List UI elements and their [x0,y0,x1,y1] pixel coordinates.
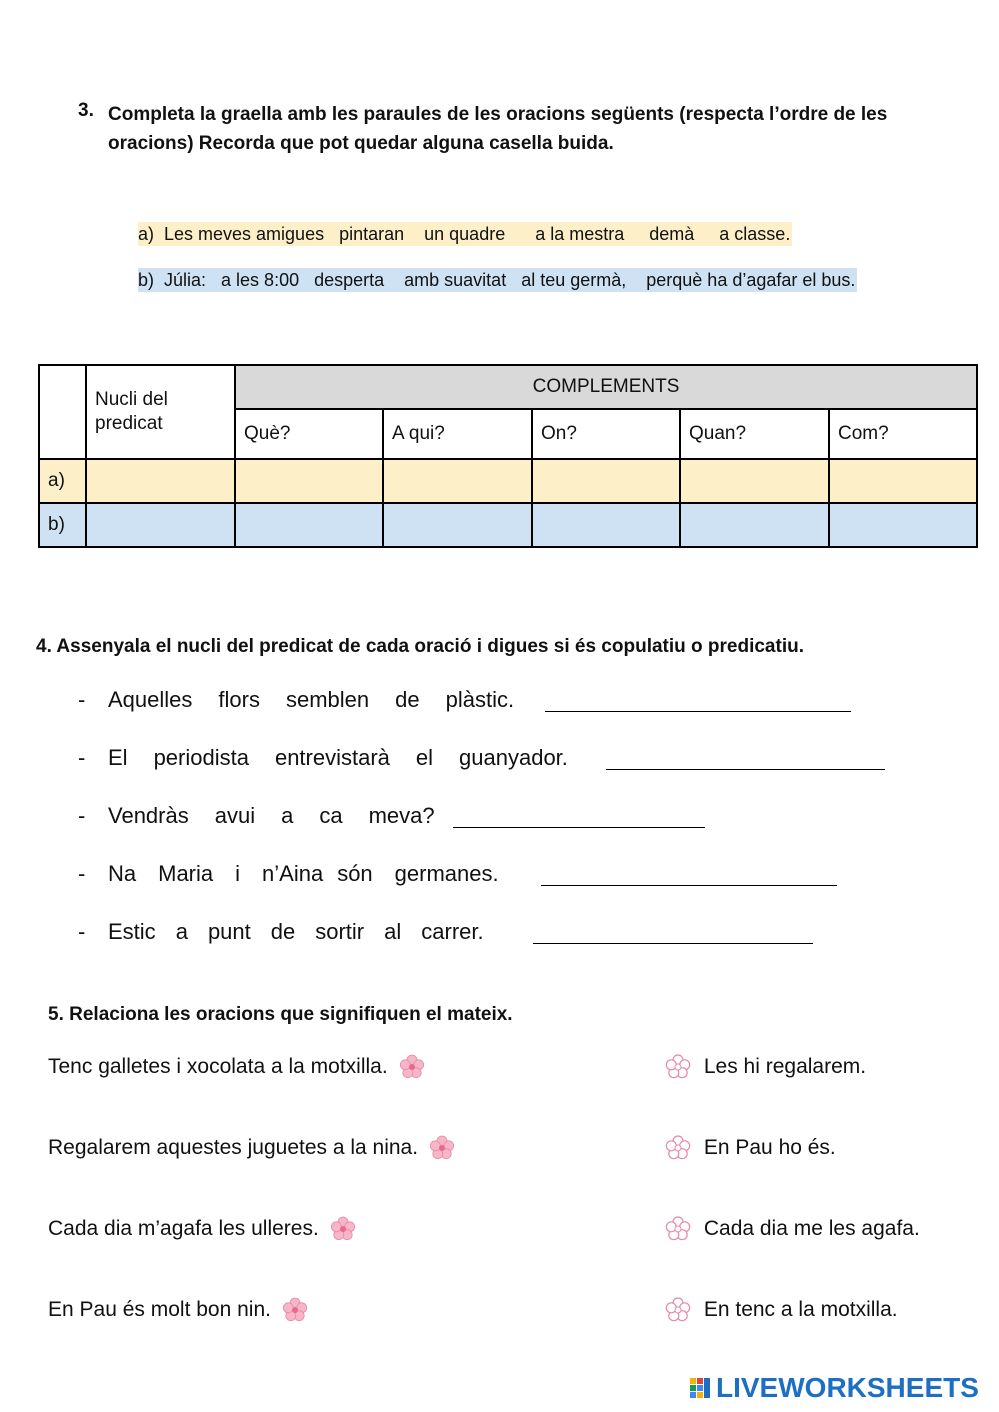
cherry-blossom-icon[interactable] [329,1215,357,1243]
complements-grid [38,364,978,548]
answer-blank[interactable] [541,885,837,886]
answer-cell-b-on[interactable] [532,503,680,547]
word: meva? [368,803,435,828]
answer-cell-b-com[interactable] [829,503,977,547]
sentence-words [108,685,514,715]
answer-cell-a-nucli[interactable] [86,459,235,503]
column-quan: Quan? [680,409,829,459]
answer-cell-b-nucli[interactable] [86,503,235,547]
word: Estic [108,919,156,944]
cherry-blossom-icon[interactable] [428,1134,456,1162]
word: Maria [158,861,214,886]
answer-cell-a-on[interactable] [532,459,680,503]
word: ca [319,803,343,828]
cherry-blossom-outline-icon[interactable] [664,1053,692,1081]
cherry-blossom-outline-icon[interactable] [664,1134,692,1162]
match-right-item [664,1052,866,1082]
column-com: Com? [829,409,977,459]
word: sortir [315,919,365,944]
sentence-a: a) Les meves amigues pintaran un quadre a la mestra demà a classe. [138,224,791,244]
word: són [337,861,373,886]
match-right-item [664,1133,836,1163]
list-dash: - [78,919,86,944]
word: n’Aina [262,861,324,886]
match-right-text: Les hi regalarem. [703,1055,867,1078]
answer-blank[interactable] [545,711,851,712]
word: guanyador. [459,745,568,770]
match-right-text: Cada dia me les agafa. [703,1217,920,1240]
word: germanes. [394,861,499,886]
word: periodista [153,745,249,770]
list-dash: - [78,861,86,886]
match-left-text: En Pau és molt bon nin. [48,1298,271,1321]
word: Aquelles [108,687,193,712]
match-right-text: En Pau ho és. [703,1136,836,1159]
match-left-item [48,1214,357,1244]
complements-header: COMPLEMENTS [235,365,977,409]
word: el [415,745,434,770]
cherry-blossom-icon[interactable] [281,1296,309,1324]
word: carrer. [421,919,484,944]
sentence-b: b) Júlia: a les 8:00 desperta amb suavitat al teu germà, perquè ha d’agafar el bus. [138,270,856,290]
match-left-item [48,1295,309,1325]
match-right-item [664,1295,898,1325]
answer-blank[interactable] [606,769,885,770]
word: de [270,919,296,944]
list-item [78,917,878,947]
sentence-words [108,859,499,889]
list-item [78,801,778,831]
exercise-5-title: 5. Relaciona les oracions que signifiquen el mateix. [48,1004,513,1025]
exercise-3-number: 3. [78,100,94,121]
exercise-3-instruction: Completa la graella amb les paraules de les oracions següents (respecta l’ordre de les oracions) Recorda que pot quedar alguna casella buida. [108,104,888,154]
answer-cell-a-que[interactable] [235,459,383,503]
word: flors [218,687,260,712]
row-label-a: a) [39,459,86,503]
answer-blank[interactable] [453,827,705,828]
answer-cell-a-com[interactable] [829,459,977,503]
sentence-words [108,917,484,947]
match-left-item [48,1052,426,1082]
list-dash: - [78,687,86,712]
match-right-item [664,1214,920,1244]
answer-cell-a-quan[interactable] [680,459,829,503]
answer-blank[interactable] [533,943,813,944]
word: a [175,919,188,944]
row-label-b: b) [39,503,86,547]
word: i [235,861,241,886]
word: avui [214,803,256,828]
match-right-text: En tenc a la motxilla. [703,1298,898,1321]
exercise-4-title: 4. Assenyala el nucli del predicat de cada oració i digues si és copulatiu o predicatiu. [36,636,804,657]
word: al [384,919,402,944]
answer-cell-b-quan[interactable] [680,503,829,547]
match-left-text: Cada dia m’agafa les ulleres. [48,1217,319,1240]
match-left-item [48,1133,456,1163]
list-dash: - [78,803,86,828]
liveworksheets-logo [690,1372,979,1404]
cherry-blossom-outline-icon[interactable] [664,1296,692,1324]
liveworksheets-logo-text: LIVEWORKSHEETS [716,1372,979,1403]
answer-cell-b-a-qui[interactable] [383,503,532,547]
column-que: Què? [235,409,383,459]
word: Na [108,861,137,886]
answer-cell-b-que[interactable] [235,503,383,547]
column-a-qui: A qui? [383,409,532,459]
match-left-text: Tenc galletes i xocolata a la motxilla. [48,1055,388,1078]
sentence-words [108,743,568,773]
list-item [78,859,878,889]
cherry-blossom-outline-icon[interactable] [664,1215,692,1243]
list-item [78,685,878,715]
word: de [395,687,420,712]
liveworksheets-logo-icon [690,1376,712,1400]
word: punt [207,919,251,944]
cherry-blossom-icon[interactable] [398,1053,426,1081]
match-left-text: Regalarem aquestes juguetes a la nina. [48,1136,419,1159]
answer-cell-a-a-qui[interactable] [383,459,532,503]
word: entrevistarà [274,745,390,770]
word: a [281,803,294,828]
list-item [78,743,908,773]
sentence-words [108,801,435,831]
corner-cell [39,365,86,459]
word: Vendràs [108,803,189,828]
column-on: On? [532,409,680,459]
word: plàstic. [445,687,515,712]
list-dash: - [78,745,86,770]
nucli-header: Nucli del predicat [86,365,235,459]
word: El [108,745,128,770]
word: semblen [285,687,370,712]
